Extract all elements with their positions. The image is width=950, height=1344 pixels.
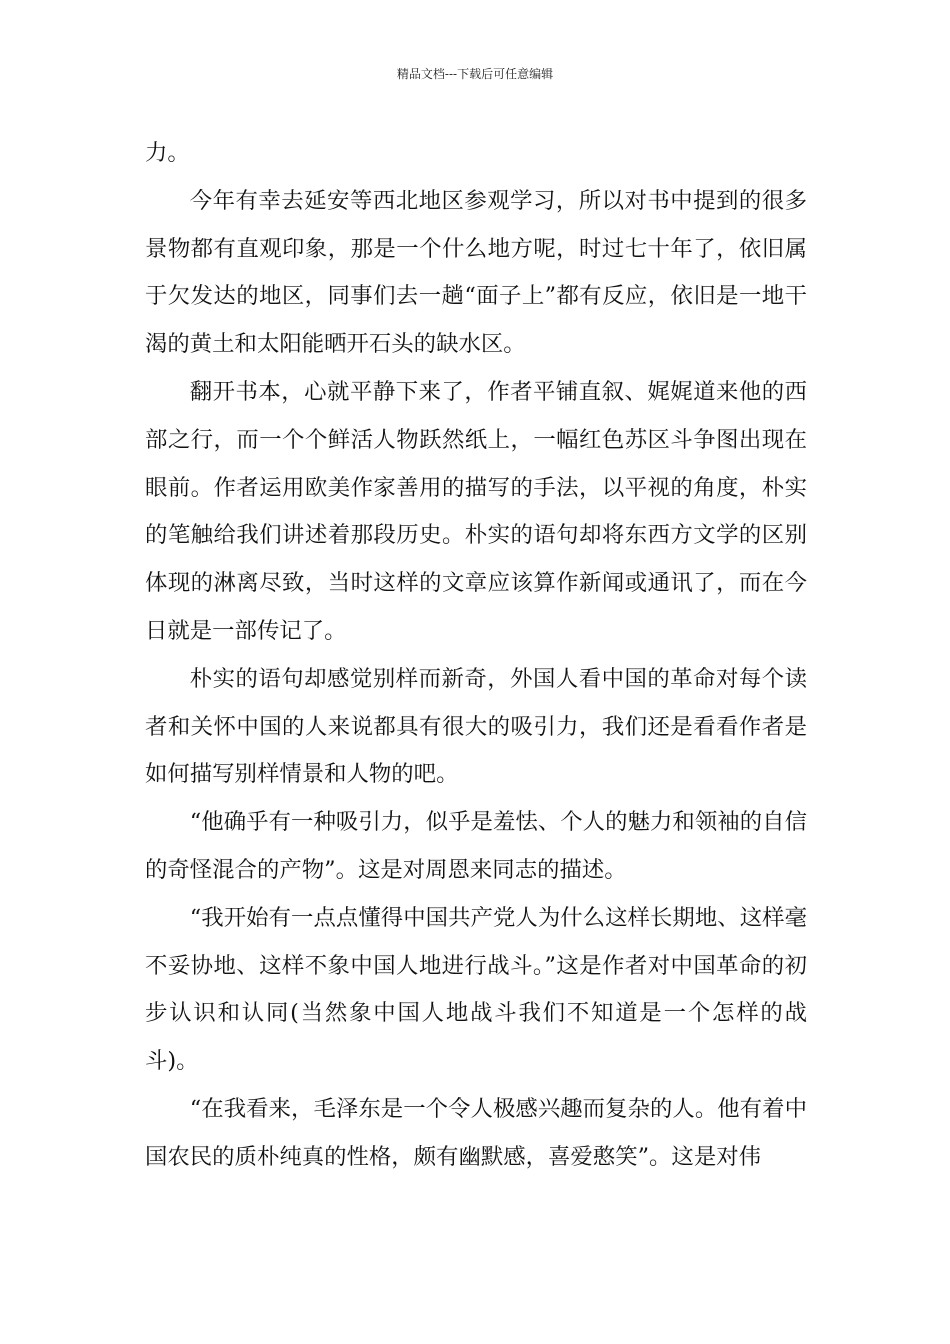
document-body xyxy=(145,130,807,1182)
paragraph-4: 朴实的语句却感觉别样而新奇，外国人看中国的革命对每个读者和关怀中国的人来说都具有很大的吸引力，我们还是看看作者是如何描写别样情景和人物的吧。 xyxy=(145,665,807,788)
paragraph-6: “我开始有一点点懂得中国共产党人为什么这样长期地、这样毫不妥协地、这样不象中国人地进行战斗。”这是作者对中国革命的初步认识和认同(当然象中国人地战斗我们不知道是一个怎样的战斗)。 xyxy=(145,904,807,1075)
paragraph-1: 力。 xyxy=(145,140,190,166)
paragraph-3: 翻开书本，心就平静下来了，作者平铺直叙、娓娓道来他的西部之行，而一个个鲜活人物跃然纸上，一幅红色苏区斗争图出现在眼前。作者运用欧美作家善用的描写的手法，以平视的角度，朴实的笔触给我们讲述着那段历史。朴实的语句却将东西方文学的区别体现的淋离尽致，当时这样的文章应该算作新闻或通讯了，而在今日就是一部传记了。 xyxy=(145,378,807,644)
paragraph-5: “他确乎有一种吸引力，似乎是羞怯、个人的魅力和领袖的自信的奇怪混合的产物”。这是对周恩来同志的描述。 xyxy=(145,809,807,883)
paragraph-7: “在我看来，毛泽东是一个令人极感兴趣而复杂的人。他有着中国农民的质朴纯真的性格，颇有幽默感，喜爱憨笑”。这是对伟 xyxy=(145,1095,807,1170)
page-header: 精品文档---下载后可任意编辑 xyxy=(396,67,554,81)
paragraph-2: 今年有幸去延安等西北地区参观学习，所以对书中提到的很多景物都有直观印象，那是一个什么地方呢，时过七十年了，依旧属于欠发达的地区，同事们去一趟“面子上”都有反应，依旧是一地干渴的黄土和太阳能晒开石头的缺水区。 xyxy=(145,187,807,358)
